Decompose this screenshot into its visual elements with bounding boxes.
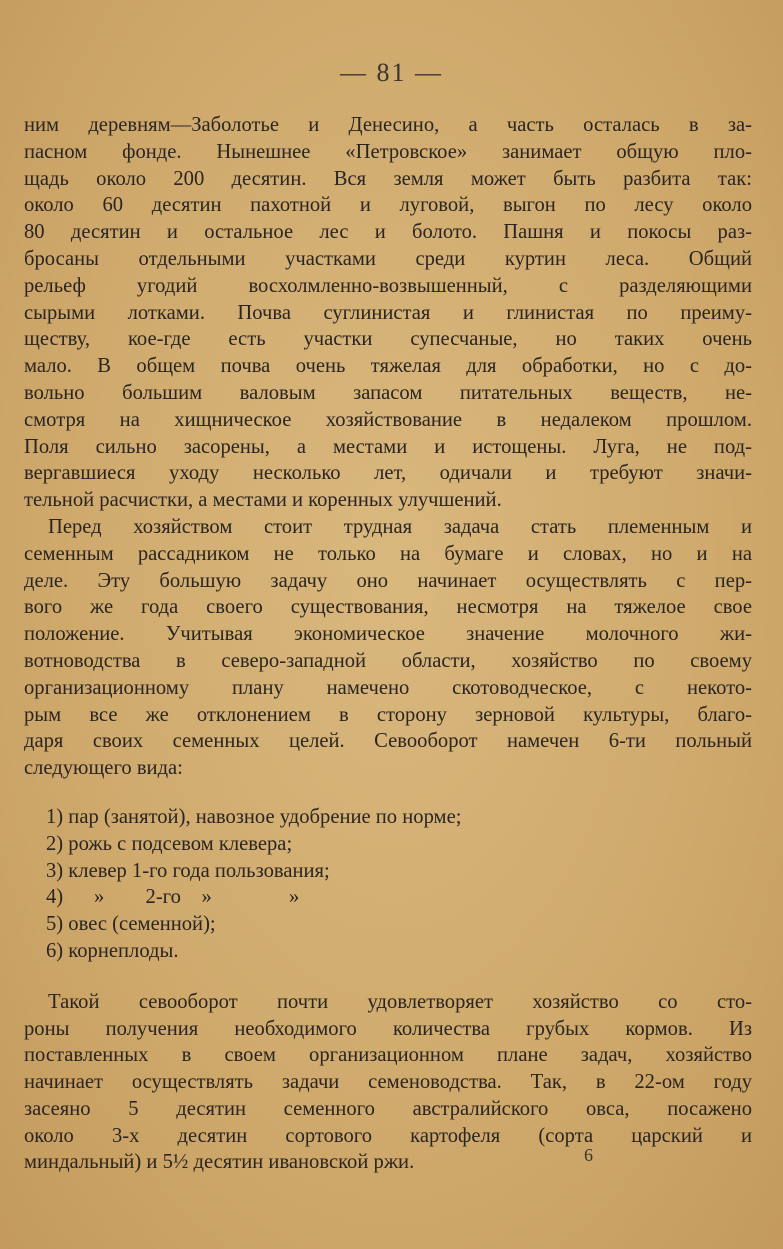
text-line: вольно большим валовым запасом питательных веществ, не- — [24, 381, 752, 404]
text-line: 80 десятин и остальное лес и болото. Пашня и покосы раз- — [24, 221, 752, 244]
text-line: организационному плану намечено скотоводческое, с некото- — [24, 676, 752, 699]
text-line: роны получения необходимого количества грубых кормов. Из — [24, 1017, 752, 1040]
paragraph-1 — [24, 112, 752, 514]
text-line: вергавшиеся уходу несколько лет, одичали и требуют значи- — [24, 462, 752, 485]
text-line: Перед хозяйством стоит трудная задача стать племенным и — [48, 515, 752, 538]
list-item: 3) клевер 1-го года пользования; — [46, 859, 330, 882]
text-line: миндальный) и 5½ десятин ивановской ржи. — [24, 1151, 415, 1174]
text-line: положение. Учитывая экономическое значение молочного жи- — [24, 623, 752, 646]
list-item: 2) рожь с подсевом клевера; — [46, 832, 293, 855]
body-text — [24, 112, 752, 1176]
text-line: около 3-х десятин сортового картофеля (сорта царский и — [24, 1124, 752, 1147]
text-line: даря своих семенных целей. Севооборот намечен 6-ти польный — [24, 730, 752, 753]
text-line: ним деревням—Заболотье и Денесино, а часть осталась в за- — [24, 114, 752, 136]
text-line: мало. В общем почва очень тяжелая для обработки, но с до- — [24, 355, 752, 378]
text-line: засеяно 5 десятин семенного австралийского овса, посажено — [24, 1097, 752, 1120]
text-line: вого же года своего существования, несмотря на тяжелое свое — [24, 596, 752, 619]
list-item: 5) овес (семенной); — [46, 913, 216, 936]
text-line: рым все же отклонением в сторону зерновой культуры, благо- — [24, 703, 752, 726]
text-line: бросаны отдельными участками среди куртин леса. Общий — [24, 247, 752, 270]
paragraph-3 — [24, 989, 752, 1177]
text-line: начинает осуществлять задачи семеноводства. Так, в 22-ом году — [24, 1071, 752, 1094]
text-line: смотря на хищническое хозяйствование в недалеком прошлом. — [24, 408, 752, 431]
list-item: 1) пар (занятой), навозное удобрение по норме; — [46, 805, 462, 828]
paragraph-2 — [24, 514, 752, 782]
list-item: 6) корнеплоды. — [46, 939, 179, 962]
crop-rotation-list — [24, 804, 752, 965]
text-line: пасном фонде. Нынешнее «Петровское» занимает общую пло- — [24, 140, 752, 163]
text-line: Такой севооборот почти удовлетворяет хозяйство со сто- — [48, 990, 752, 1013]
page-number: — 81 — — [340, 58, 443, 87]
text-line: семенным рассадником не только на бумаге и словах, но и на — [24, 542, 752, 565]
text-line: рельеф угодий восхолмленно-возвышенный, с разделяющими — [24, 274, 752, 297]
text-line: Поля сильно засорены, а местами и истощены. Луга, не под- — [24, 435, 752, 458]
list-item: 4) » 2-го » » — [46, 886, 300, 909]
text-line: тельной расчистки, а местами и коренных улучшений. — [24, 489, 502, 512]
text-line: около 60 десятин пахотной и луговой, выгон по лесу около — [24, 194, 752, 217]
text-line: щадь около 200 десятин. Вся земля может быть разбита так: — [24, 167, 752, 190]
text-line: следующего вида: — [24, 757, 183, 780]
text-line: сырыми лотками. Почва суглинистая и глинистая по преиму- — [24, 301, 752, 324]
text-line: поставленных в своем организационном плане задач, хозяйство — [24, 1044, 752, 1067]
text-line: вотноводства в северо-западной области, хозяйство по своему — [24, 649, 752, 672]
signature-mark: 6 — [584, 1145, 593, 1165]
text-line: ществу, кое-где есть участки супесчаные, но таких очень — [24, 328, 752, 351]
text-line: деле. Эту большую задачу оно начинает осуществлять с пер- — [24, 569, 752, 592]
